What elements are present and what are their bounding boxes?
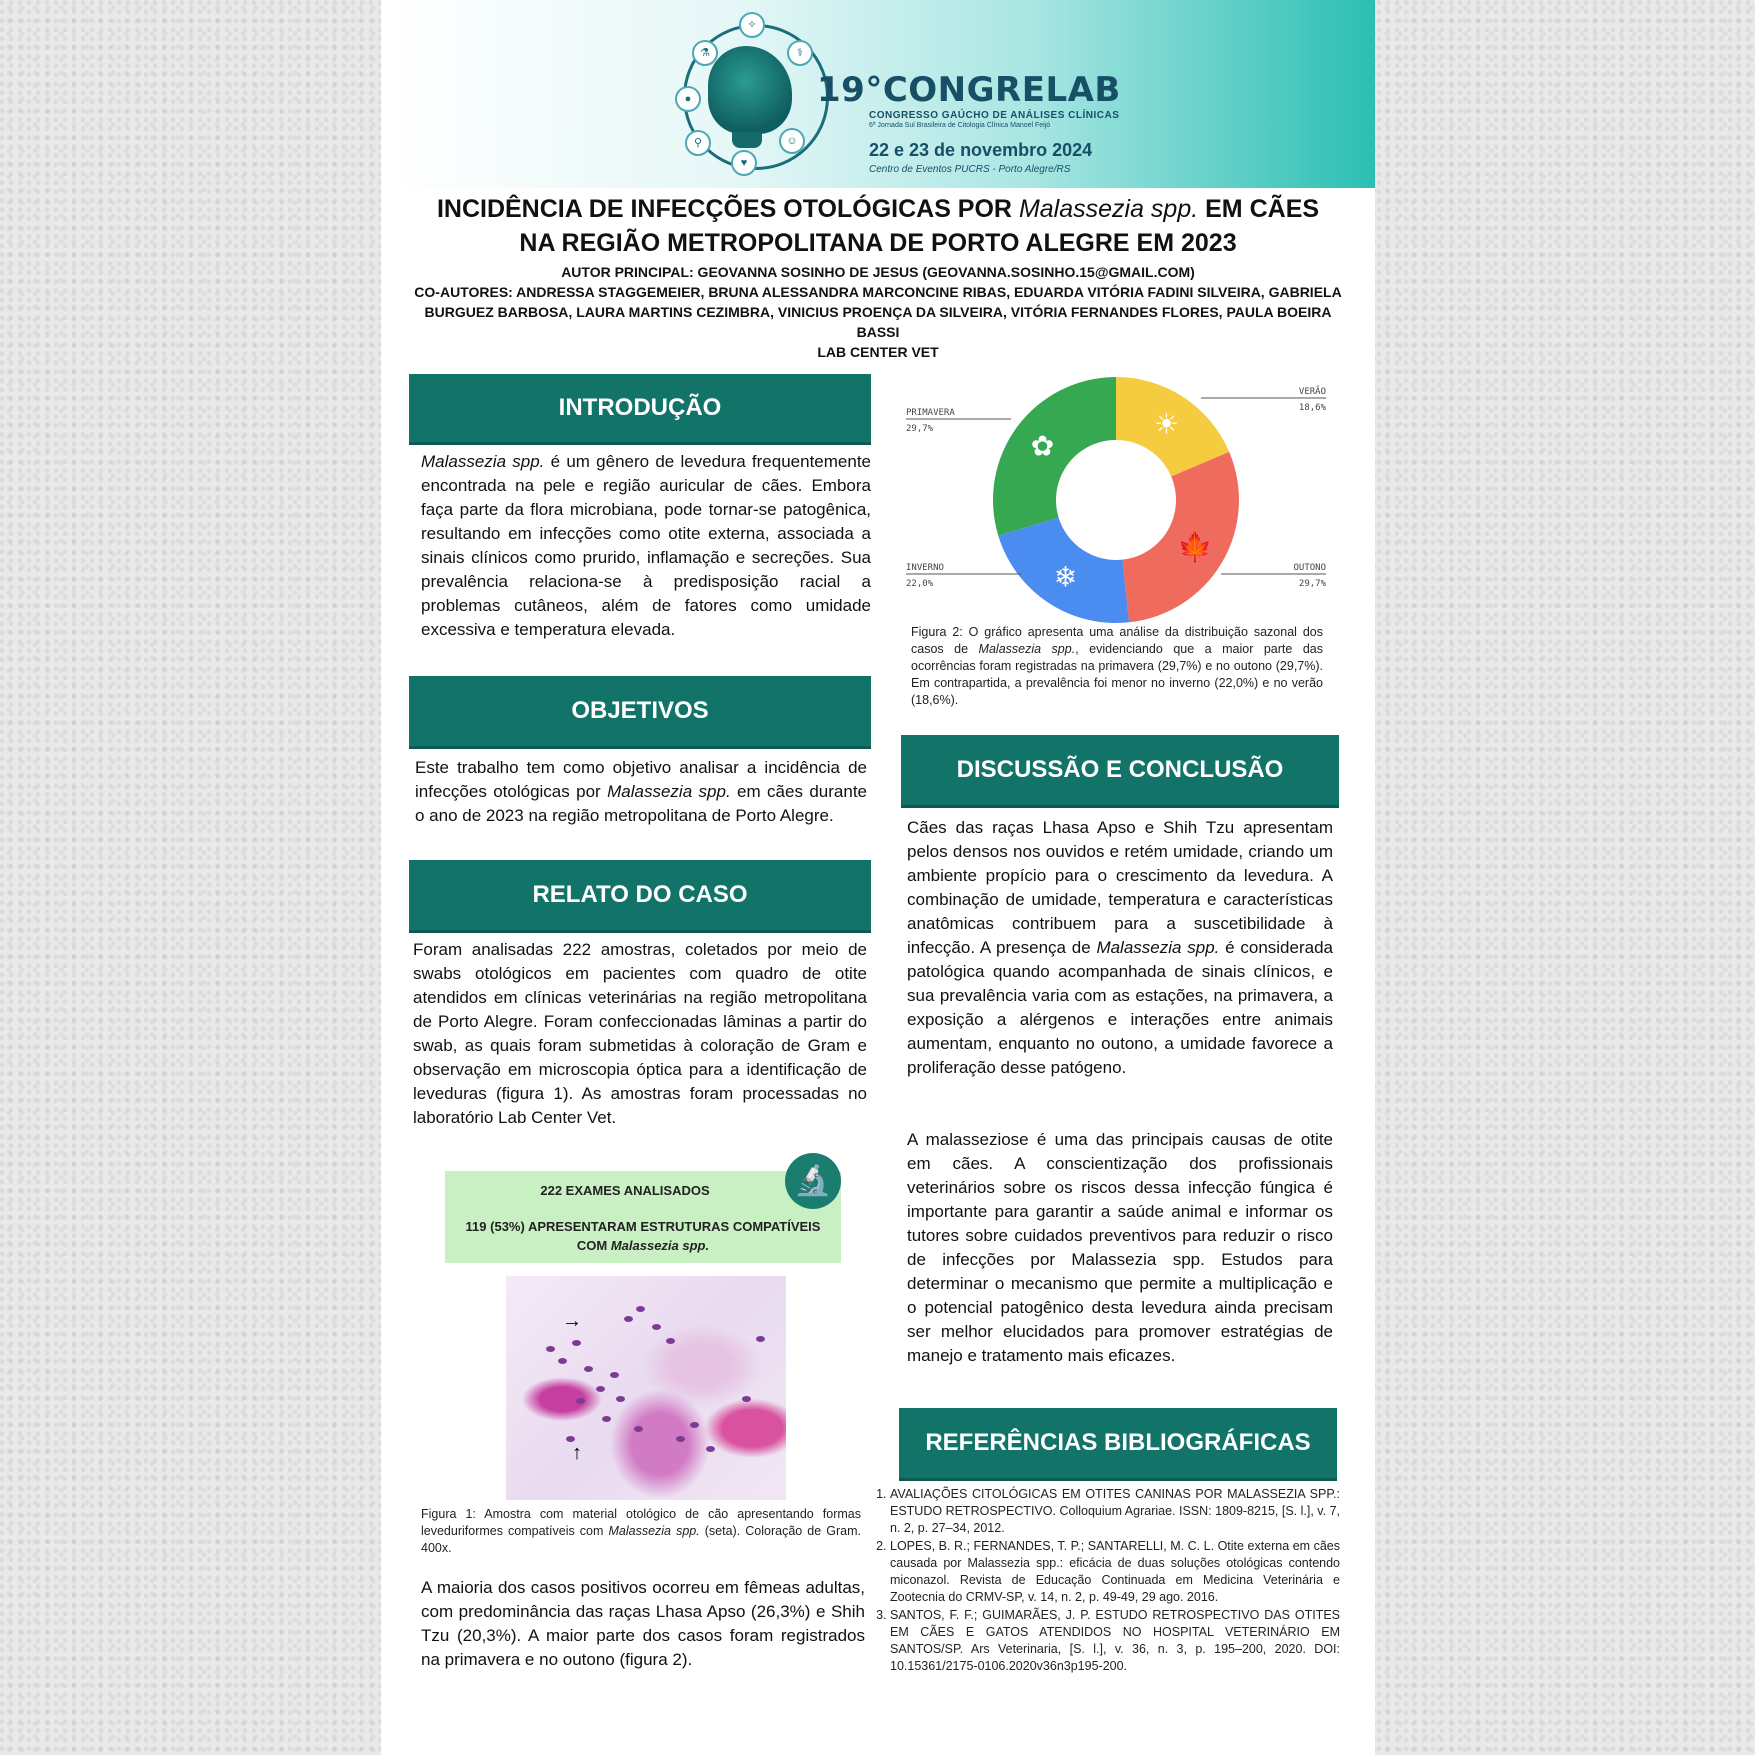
pill-icon: ● <box>675 86 701 112</box>
test-tube-icon: ⚕ <box>787 40 813 66</box>
yeast-cell <box>558 1358 567 1364</box>
discussao-text-1 <box>907 816 1333 1080</box>
maple-leaf-icon: 🍁 <box>1177 531 1213 563</box>
objetivos-body: Este trabalho tem como objetivo analisar a incidência de infecções otológicas por <box>415 758 867 801</box>
yeast-cell <box>602 1416 611 1422</box>
slice-value: 18,6% <box>1298 403 1326 413</box>
figure-2-caption <box>911 624 1323 709</box>
relato-text: Foram analisadas 222 amostras, coletados por meio de swabs otológicos em pacientes com quadro de otite atendidos em clínicas veterinárias na região metropolitana de Porto Alegre. Foram confeccionadas lâminas a partir do swab, as quais foram submetidas à coloração de Gram e observação em microscopia óptica para a identificação de leveduras (figura 1). As amostras foram processadas no laboratório Lab Center Vet. <box>413 940 867 1127</box>
yeast-cell <box>596 1386 605 1392</box>
title-part: INCIDÊNCIA DE INFECÇÕES OTOLÓGICAS POR <box>436 195 1019 223</box>
discussao-text-2: A malasseziose é uma das principais causas de otite em cães. A conscientização dos profissionais veterinários sobre os riscos dessa infecção fúngica é importante para garantir a saúde animal e informar os tutores sobre cuidados preventivos para reduzir o risco de infecções por Malassezia spp. Estudos para determinar o mecanismo que permite a multiplicação e o potencial patogênico desta levedura ainda precisam ser melhor elucidados para promover estratégias de manejo e tratamento mais eficazes. <box>907 1130 1333 1365</box>
title-part: EM CÃES <box>1198 195 1320 223</box>
yeast-cell <box>634 1426 643 1432</box>
yeast-cell <box>576 1398 585 1404</box>
yeast-cell <box>706 1446 715 1452</box>
reference-item: 3. SANTOS, F. F.; GUIMARÃES, J. P. ESTUDO RETROSPECTIVO DAS OTITES EM CÃES E GATOS ATENDIDOS NO HOSPITAL VETERINÁRIO EM SANTOS/SP. Ars Veterinaria, [S. l.], v. 36, n. 3, p. 195–200, 2020. DOI: 10.15361/2175-0106.2020v36n3p195-200. <box>890 1607 1340 1675</box>
caption-part: (seta). Coloração de Gram. 400x. <box>421 1524 861 1555</box>
title-species: Malassezia spp. <box>1018 195 1199 223</box>
caption-part: Figura 1: Amostra com material otológico de cão apresentando formas leveduriformes compatíveis com <box>421 1507 861 1538</box>
yeast-cell <box>616 1396 625 1402</box>
yeast-cell <box>652 1324 661 1330</box>
references-list <box>860 1486 1340 1676</box>
poster <box>381 0 1375 1755</box>
species-name: Malassezia spp. <box>608 1524 700 1538</box>
yeast-cell <box>666 1338 675 1344</box>
relato-text-2: A maioria dos casos positivos ocorreu em fêmeas adultas, com predominância das raças Lhasa Apso (26,3%) e Shih Tzu (20,3%). A maior parte dos casos foram registrados na primavera e no outono (figura 2). <box>421 1578 865 1669</box>
exams-count: 222 EXAMES ANALISADOS <box>540 1183 710 1198</box>
positive-line: 119 (53%) APRESENTARAM ESTRUTURAS COMPATÍVEIS <box>465 1219 821 1234</box>
species-name: Malassezia spp. <box>421 452 545 471</box>
discussao-body: Cães das raças Lhasa Apso e Shih Tzu apresentam pelos densos nos ouvidos e retém umidade, criando um ambiente propício para o crescimento da levedura. A combinação de umidade, temperatura e características anatômicas contribuem para a suscetibilidade à infecção. A presença de <box>907 818 1333 957</box>
objetivos-body: em cães durante o ano de 2023 na região metropolitana de Porto Alegre. <box>415 782 868 825</box>
heading-discussao: DISCUSSÃO E CONCLUSÃO <box>901 735 1339 808</box>
species-name: Malassezia spp. <box>1096 938 1220 957</box>
lightbulb-base-icon <box>732 132 762 148</box>
congress-subtitle: CONGRESSO GAÚCHO DE ANÁLISES CLÍNICAS <box>869 110 1120 121</box>
discussao-body: é considerada patológica quando acompanhada de sinais clínicos, e sua prevalência varia com as estações, na primavera, a exposição a alérgenos e interações entre animais aumentam, enquanto no outono, a umidade favorece a proliferação desse patógeno. <box>907 938 1333 1077</box>
congress-banner <box>387 0 1375 188</box>
species-name: Malassezia spp. <box>610 1238 710 1253</box>
results-summary-box <box>445 1164 841 1263</box>
arrow-up-icon: ↑ <box>572 1442 582 1464</box>
slice-label: OUTONO <box>1293 563 1326 573</box>
slice-label: VERÃO <box>1298 387 1326 397</box>
congress-date: 22 e 23 de novembro 2024 <box>869 140 1093 160</box>
main-author: AUTOR PRINCIPAL: GEOVANNA SOSINHO DE JESUS (GEOVANNA.SOSINHO.15@GMAIL.COM) <box>561 264 1195 280</box>
slice-label: PRIMAVERA <box>906 408 955 418</box>
donut-slice-primavera <box>993 377 1116 536</box>
microscope-icon: ⚲ <box>685 130 711 156</box>
doctor-icon: ☺ <box>779 128 805 154</box>
microscopy-photo <box>506 1276 786 1500</box>
positive-count <box>445 1217 841 1255</box>
slice-value: 29,7% <box>1298 579 1326 589</box>
reference-item: 1. AVALIAÇÕES CITOLÓGICAS EM OTITES CANINAS POR MALASSEZIA SPP.: ESTUDO RETROSPECTIVO. Colloquium Agrariae. ISSN: 1809-8215, [S. l.], v. 7, n. 2, p. 27–34, 2012. <box>890 1486 1340 1537</box>
species-name: Malassezia spp. <box>607 782 731 801</box>
congress-subtitle-2: 6ª Jornada Sul Brasileira de Citologia Clínica Manoel Feijó <box>869 122 1051 129</box>
species-name: Malassezia spp. <box>978 642 1076 656</box>
co-authors: CO-AUTORES: ANDRESSA STAGGEMEIER, BRUNA ALESSANDRA MARCONCINE RIBAS, EDUARDA VITÓRIA FADINI SILVEIRA, GABRIELA BURGUEZ BARBOSA, LAURA MARTINS CEZIMBRA, VINICIUS PROENÇA DA SILVEIRA, VITÓRIA FERNANDES FLORES, PAULA BOEIRA BASSI <box>414 284 1342 340</box>
yeast-cell <box>756 1336 765 1342</box>
caption-part: , evidenciando que a maior parte das ocorrências foram registradas na primavera (29,7%) e no outono (29,7%). Em contrapartida, a prevalência foi menor no inverno (22,0%) e no verão (18,6%). <box>911 642 1323 707</box>
heading-introducao: INTRODUÇÃO <box>409 374 871 445</box>
yeast-cell <box>742 1396 751 1402</box>
institution: LAB CENTER VET <box>817 344 939 360</box>
yeast-cell <box>610 1372 619 1378</box>
yeast-cell <box>572 1340 581 1346</box>
sunflower-icon: ✿ <box>1030 430 1055 462</box>
donut-slices <box>993 377 1239 623</box>
microscope-icon: 🔬 <box>785 1153 841 1209</box>
yeast-cell <box>636 1306 645 1312</box>
positive-line: COM <box>576 1238 611 1253</box>
heading-objetivos: OBJETIVOS <box>409 676 871 749</box>
slice-value: 29,7% <box>906 424 934 434</box>
introducao-body: é um gênero de levedura frequentemente encontrada na pele e região auricular de cães. Embora faça parte da flora microbiana, pode tornar-se patogênica, resultando em infecções como otite externa, associada a sinais clínicos como prurido, inflamação e secreções. Sua prevalência relaciona-se à predisposição racial a problemas cutâneos, além de fatores como umidade excessiva e temperatura elevada. <box>421 452 872 639</box>
arrow-right-icon: → <box>562 1310 582 1332</box>
yeast-cell <box>624 1316 633 1322</box>
flask-icon: ⚗ <box>692 40 718 66</box>
dna-icon: ✧ <box>739 12 765 38</box>
yeast-cell <box>546 1346 555 1352</box>
reference-item: 2. LOPES, B. R.; FERNANDES, T. P.; SANTARELLI, M. C. L. Otite externa em cães causada por Malassezia spp.: eficácia de duas soluções otológicas contendo miconazol. Revista de Educação Continuada em Medicina Veterinária e Zootecnia do CRMV-SP, v. 14, n. 2, p. 49-49, 29 ago. 2016. <box>890 1538 1340 1606</box>
objetivos-text <box>415 756 867 828</box>
snowflake-icon: ❄ <box>1053 561 1078 593</box>
sun-icon: ☀ <box>1153 408 1180 440</box>
title-line-2: NA REGIÃO METROPOLITANA DE PORTO ALEGRE EM 2023 <box>519 229 1237 257</box>
heading-relato: RELATO DO CASO <box>409 860 871 933</box>
slice-value: 22,0% <box>906 579 934 589</box>
yeast-cell <box>676 1436 685 1442</box>
figure-1-caption <box>421 1506 861 1557</box>
heading-referencias: REFERÊNCIAS BIBLIOGRÁFICAS <box>899 1408 1337 1481</box>
authors-block <box>411 262 1345 362</box>
seasonal-donut-chart <box>901 370 1331 630</box>
caption-part: Figura 2: O gráfico apresenta uma análise da distribuição sazonal dos casos de <box>911 625 1323 656</box>
congress-name: 19°CONGRELAB <box>817 70 1121 110</box>
congress-place: Centro de Eventos PUCRS - Porto Alegre/RS <box>869 164 1071 175</box>
yeast-cell <box>584 1366 593 1372</box>
yeast-cell <box>690 1422 699 1428</box>
heart-icon: ♥ <box>731 150 757 176</box>
introducao-text <box>421 450 871 642</box>
slice-label: INVERNO <box>906 563 944 573</box>
poster-title <box>381 192 1375 260</box>
